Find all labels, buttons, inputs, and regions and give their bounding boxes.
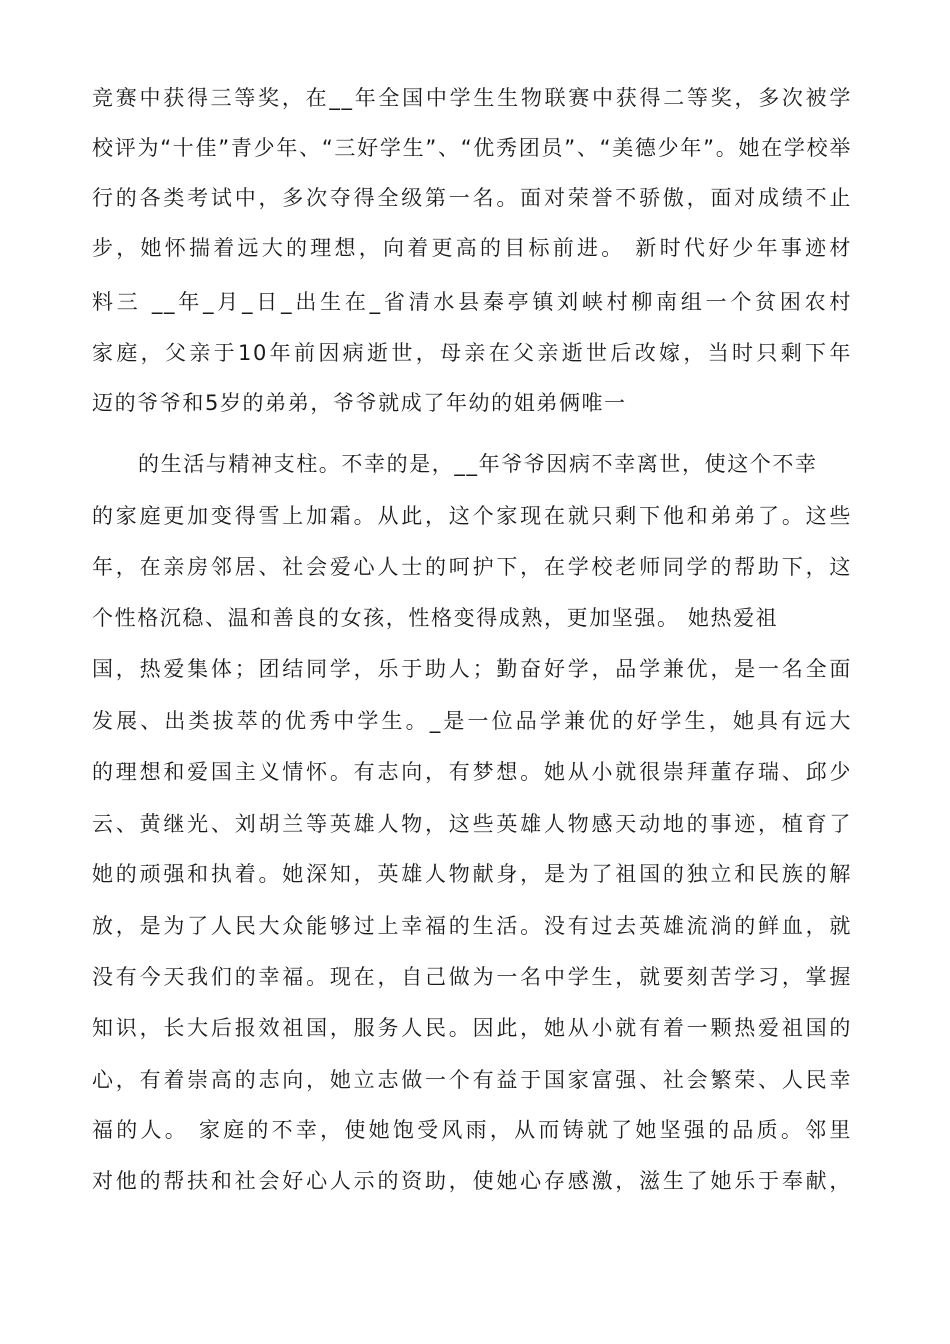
text-line: 发展、出类拔萃的优秀中学生。_是一位品学兼优的好学生，她具有远大 <box>92 709 852 733</box>
text-line: 心，有着崇高的志向，她立志做一个有益于国家富强、社会繁荣、人民幸 <box>92 1068 852 1092</box>
text-line: 竞赛中获得三等奖，在__年全国中学生生物联赛中获得二等奖，多次被学 <box>92 86 852 110</box>
text-line: 行的各类考试中，多次夺得全级第一名。面对荣誉不骄傲，面对成绩不止 <box>92 186 852 210</box>
text-line: 料三 __年_月_日_出生在_省清水县秦亭镇刘峡村柳南组一个贫困农村 <box>92 290 852 314</box>
text-line: 云、黄继光、刘胡兰等英雄人物，这些英雄人物感天动地的事迹，植育了 <box>92 812 852 836</box>
text-line: 个性格沉稳、温和善良的女孩，性格变得成熟，更加坚强。 她热爱祖 <box>92 606 779 630</box>
text-line: 年，在亲房邻居、社会爱心人士的呵护下，在学校老师同学的帮助下，这 <box>92 555 852 579</box>
text-line: 国，热爱集体；团结同学，乐于助人；勤奋好学，品学兼优，是一名全面 <box>92 657 852 681</box>
text-line: 校评为“十佳”青少年、“三好学生”、“优秀团员”、“美德少年”。她在学校举 <box>92 136 852 160</box>
text-line: 家庭，父亲于10年前因病逝世，母亲在父亲逝世后改嫁，当时只剩下年 <box>92 341 852 365</box>
text-line: 福的人。 家庭的不幸，使她饱受风雨，从而铸就了她坚强的品质。邻里 <box>92 1118 852 1142</box>
text-line: 放，是为了人民大众能够过上幸福的生活。没有过去英雄流淌的鲜血，就 <box>92 914 852 938</box>
text-line: 她的顽强和执着。她深知，英雄人物献身，是为了祖国的独立和民族的解 <box>92 862 852 886</box>
text-line: 的生活与精神支柱。不幸的是，__年爷爷因病不幸离世，使这个不幸 <box>138 452 818 476</box>
text-line: 知识，长大后报效祖国，服务人民。因此，她从小就有着一颗热爱祖国的 <box>92 1016 852 1040</box>
text-line: 的家庭更加变得雪上加霜。从此，这个家现在就只剩下他和弟弟了。这些 <box>92 504 852 528</box>
text-line: 的理想和爱国主义情怀。有志向，有梦想。她从小就很崇拜董存瑞、邱少 <box>92 760 852 784</box>
text-line: 迈的爷爷和5岁的弟弟，爷爷就成了年幼的姐弟俩唯一 <box>92 391 627 415</box>
text-line: 没有今天我们的幸福。现在，自己做为一名中学生，就要刻苦学习，掌握 <box>92 965 852 989</box>
text-line: 对他的帮扶和社会好心人示的资助，使她心存感激，滋生了她乐于奉献， <box>92 1169 852 1193</box>
text-line: 步，她怀揣着远大的理想，向着更高的目标前进。 新时代好少年事迹材 <box>92 236 852 260</box>
